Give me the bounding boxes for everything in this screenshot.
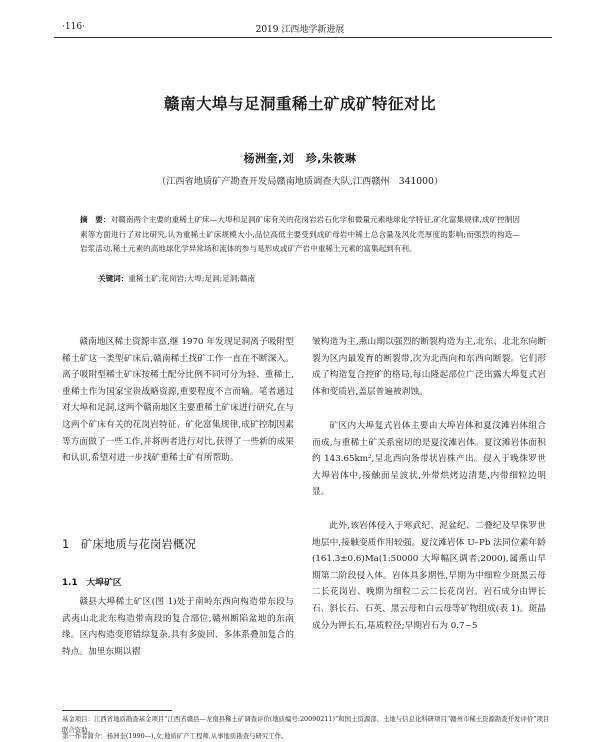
section-heading-1: 1 矿床地质与花岗岩概况: [62, 537, 196, 551]
keywords-label: 关键词：: [98, 274, 129, 283]
right-text-1: 皱构造为主,燕山期以强烈的断裂构造为主,北东、北北东向断裂为区内最发育的断裂带,次为北西向和东西向断裂。它们形成了构造复合控矿的格局,每山隆起部位广泛出露大埠复式岩体和变质岩,盖层普遍被剥蚀。: [312, 337, 546, 397]
right-paragraph-1: [312, 334, 546, 400]
footnote-rule: [62, 710, 172, 711]
abstract-text: 对赣南两个主要的重稀土矿床—大埠和足洞矿床有关的花岗岩岩石化学和微量元素地球化学特征,矿化富集规律,成矿控制因素等方面进行了对比研究,认为重稀土矿床规模大小,品位高低主要受到成矿母岩中稀土总含量及风化壳厚度的影响;而强烈的构造—岩浆活动,稀土元素的高地球化学异常场和流体的参与是形成或矿产岩中重稀土元素的富集起到有利。: [80, 215, 521, 254]
right-text-2: 矿区内大埠复式岩体主要由大埠岩体和夏汶滩岩体组合而成,与重稀土矿关系密切的是夏汶滩岩体。夏汶滩岩体面积约 143.65km²,呈北西向条带状岩株产出。侵入于晚侏罗世大埠岩体中,接触面呈波状,外带烘烤边清楚,内带细粒边明显。: [312, 421, 546, 498]
footnote-fund: 基金项目：江西省地质勘查基金项目“江西省赣县—龙南县稀土矿调查评价(地质编号:20090211)”和国土资源部、土地与信息化科研项目“赣州市稀土资源勘查开发评价”项目联合资助。: [62, 715, 550, 734]
author-list: 杨洲奎,刘 珍,朱筱琳: [243, 152, 357, 165]
dabu-paragraph: [62, 594, 294, 660]
subsection-heading-1-1: 1.1 大埠矿区: [62, 578, 122, 588]
dabu-text: 赣县大埠稀土矿区(图 1)处于南岭东西向构造带东段与武夷山北北东构造带南段的复合部位,赣州断陷盆地的东南缘。区内构造变形错综复杂,具有多旋回、多体系叠加复合的特点。加里东期以褶: [62, 597, 294, 657]
abstract-label: 摘 要：: [80, 215, 111, 224]
header-rule: [54, 37, 552, 38]
author-affiliation: （江西省地质矿产勘查开发局赣南地质调查大队,江西赣州 341000）: [156, 176, 444, 187]
journal-header: 2019 江西地学新进展: [255, 25, 345, 35]
right-text-3: 此外,该岩体侵入于寒武纪、泥盆纪、二叠纪及早侏罗世地层中,接触变质作用较强。夏汶滩岩体 U–Pb 法同位素年龄(161.3±0.6)Ma(1:50000 大埠幅区调者,2000),属燕山早期第二阶段侵入体。岩体具多期性,早期为中细粒少斑黑云母二长花岗岩、晚期为细粒二云二长花岗岩。岩石成分由钾长石、斜长石、石英、黑云母和白云母等矿物组成(表 1)。斑晶成分为钾长石,基质粒径;早期岩石为 0.7~5: [312, 521, 546, 631]
article-title: 赣南大埠与足洞重稀土矿成矿特征对比: [163, 95, 436, 113]
intro-paragraph: [62, 334, 294, 467]
page-number: ·116·: [62, 22, 85, 32]
right-paragraph-2: [312, 418, 546, 501]
right-paragraph-3: [312, 518, 546, 634]
intro-text: 赣南地区稀土资源丰富,继 1970 年发现足洞离子吸附型稀土矿这一类型矿床后,赣南稀土找矿工作一直在不断深入。离子吸附型稀土矿床按稀土配分比例不同可分为轻、重稀土,重稀土作为国家宝贵战略资源,重要程度不言而喻。笔者通过对大埠和足洞,这两个赣南地区主要重稀土矿床进行研究,在与这两个矿床有关的花岗岩特征、矿化富集规律,成矿控制因素等方面做了一些工作,并将两者进行对比,获得了一些新的成果和认识,希望对进一步找矿重稀土矿有所帮助。: [62, 337, 294, 464]
footnote-author-bio: 第一作者简介：杨洲奎(1990—),女,地质矿产工程师,从事地质勘查与研究工作。: [62, 732, 288, 740]
keywords-text: 重稀土矿;花岗岩;大埠;足洞;足洞;赣南: [128, 274, 256, 283]
abstract: [80, 213, 520, 257]
keywords: [98, 272, 528, 286]
